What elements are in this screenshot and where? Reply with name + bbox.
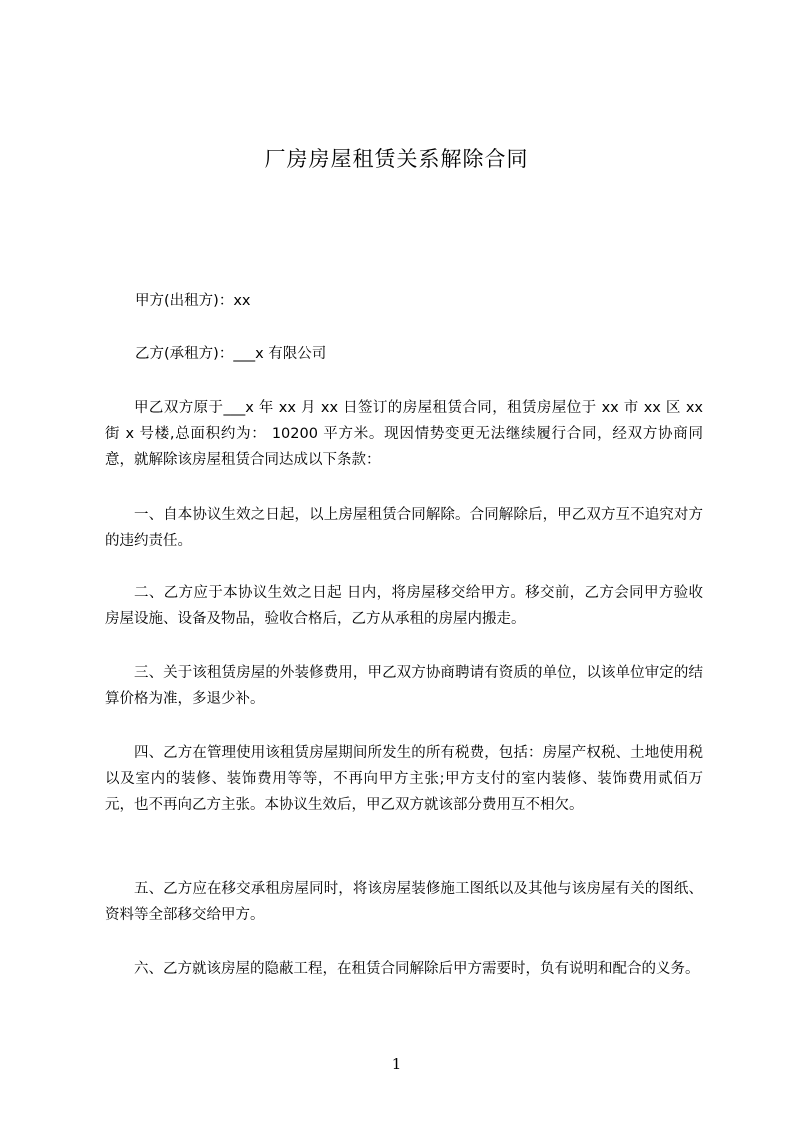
party-a-line: 甲方(出租方)：xx [135, 293, 251, 309]
clause-1: 一、自本协议生效之日起，以上房屋租赁合同解除。合同解除后，甲乙双方互不追究对方的违约责任。 [105, 507, 703, 549]
clause-3: 三、关于该租赁房屋的外装修费用，甲乙双方协商聘请有资质的单位，以该单位审定的结算价格为准，多退少补。 [105, 665, 703, 707]
page-number: 1 [391, 1055, 402, 1073]
party-b-line: 乙方(承租方)：___x 有限公司 [135, 346, 327, 362]
intro-paragraph: 甲乙双方原于___x 年 xx 月 xx 日签订的房屋租赁合同，租赁房屋位于 xx 市 xx 区 xx 街 x 号楼,总面积约为： 10200 平方米。现因情势变更无法继续履行合同，经双方协商同意，就解除该房屋租赁合同达成以下条款： [105, 400, 703, 468]
clause-4: 四、乙方在管理使用该租赁房屋期间所发生的所有税费，包括：房屋产权税、土地使用税以及室内的装修、装饰费用等等，不再向甲方主张;甲方支付的室内装修、装饰费用贰佰万元，也不再向乙方主张。本协议生效后，甲乙双方就该部分费用互不相欠。 [105, 745, 703, 813]
clause-6: 六、乙方就该房屋的隐蔽工程，在租赁合同解除后甲方需要时，负有说明和配合的义务。 [134, 961, 700, 977]
clause-5: 五、乙方应在移交承租房屋同时，将该房屋装修施工图纸以及其他与该房屋有关的图纸、资料等全部移交给甲方。 [105, 881, 703, 923]
document-title: 厂房房屋租赁关系解除合同 [264, 147, 529, 171]
clause-2: 二、乙方应于本协议生效之日起 日内，将房屋移交给甲方。移交前，乙方会同甲方验收房屋设施、设备及物品，验收合格后，乙方从承租的房屋内搬走。 [105, 585, 703, 627]
